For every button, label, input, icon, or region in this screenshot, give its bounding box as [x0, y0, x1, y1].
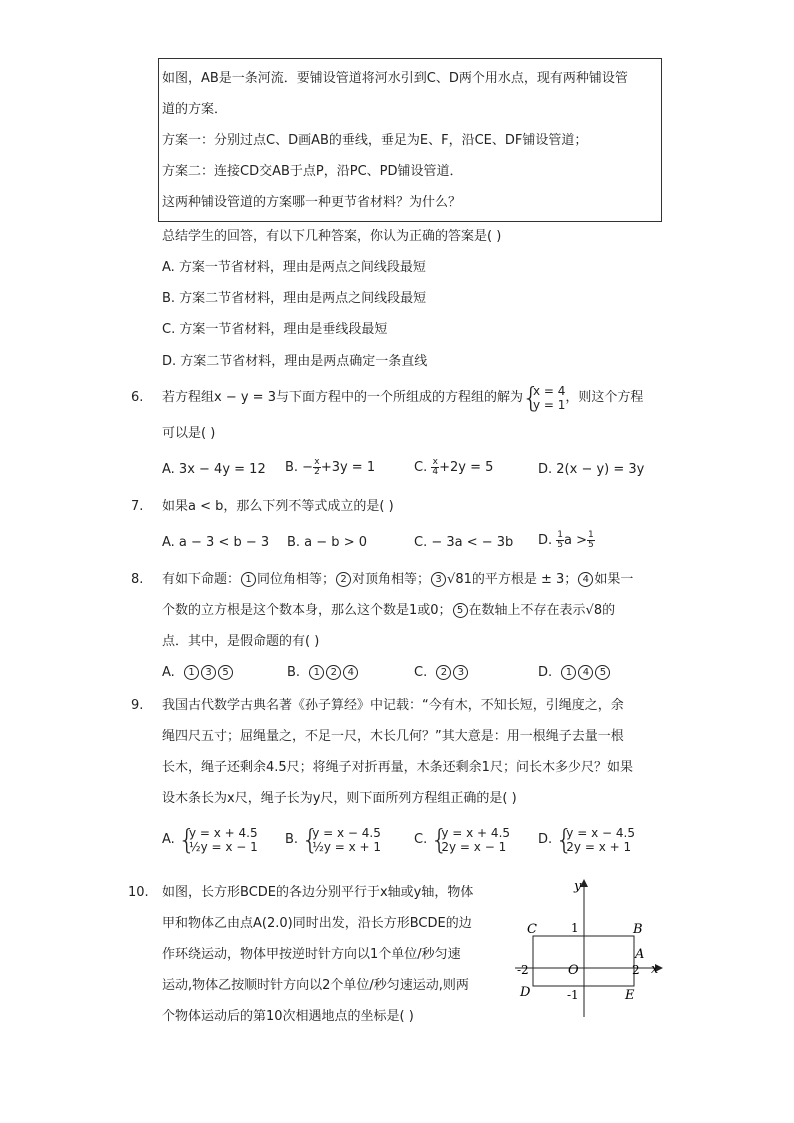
q6-option-a: A. 3x − 4y = 12: [162, 462, 266, 477]
q9-d-row-1: { y = x − 4.5: [566, 825, 635, 840]
q8-option-d: [538, 664, 611, 682]
q6-sol-y: y = 1: [532, 397, 566, 412]
x-axis-label: x: [651, 962, 659, 977]
q6-c-num: x: [432, 457, 438, 467]
q9-line-4: 设木条长为x尺，绳子长为y尺，则下面所列方程组正确的是( ): [162, 791, 517, 806]
q8-l1-e: 如果一: [594, 572, 634, 587]
q9-a-system: [179, 826, 258, 854]
q7-option-c: C. − 3a < − 3b: [414, 535, 514, 550]
q9-b-row-2: ½y = x + 1: [312, 839, 382, 854]
q6-sol-x: { x = 4: [532, 383, 566, 398]
q9-a-row-2: ½y = x − 1: [188, 839, 258, 854]
q9-option-d: [538, 822, 635, 858]
q8-option-b: [287, 664, 359, 682]
q7-option-d-pre: D.: [538, 533, 553, 548]
tick-label-2: 2: [632, 963, 640, 977]
q8-line-1: [162, 571, 633, 589]
box-line-1: 如图，AB是一条河流．要铺设管道将河水引到C、D两个用水点，现有两种铺设管: [162, 71, 628, 86]
point-b-label: B: [633, 922, 643, 937]
circled-number: 1: [309, 665, 324, 680]
q7-option-d-mid: a >: [564, 533, 588, 548]
q7-d-den-2: 5: [588, 540, 594, 550]
q6-option-c-frac: [431, 458, 439, 477]
q9-b-system: [302, 826, 381, 854]
q7-option-d: [538, 531, 595, 550]
q9-line-1: 我国古代数学古典名著《孙子算经》中记载：“今有木，不知长短，引绳度之，余: [162, 698, 624, 713]
q9-a-label: A.: [162, 832, 175, 847]
q9-c-label: C.: [414, 832, 428, 847]
q10-line-4: 运动,物体乙按顺时针方向以2个单位/秒匀速运动,则两: [162, 978, 469, 993]
q8-number: 8.: [131, 572, 144, 587]
q9-a-row-1: { y = x + 4.5: [188, 825, 258, 840]
q8-l2-b: 在数轴上不存在表示√8的: [468, 603, 616, 618]
q8-c-label: C.: [414, 665, 428, 680]
q7-d-den-1: 5: [557, 540, 564, 550]
q6-option-b: [285, 458, 375, 477]
q9-line-2: 绳四尺五寸；屈绳量之，不足一尺，木长几何？”其大意是：用一根绳子去量一根: [162, 729, 624, 744]
q6-c-den: 4: [432, 467, 439, 477]
q7-d-frac-2: [587, 531, 595, 550]
q6-stem-2: 可以是( ): [162, 426, 216, 441]
q6-option-b-pre: B. −: [285, 460, 314, 475]
q9-c-row-1: { y = x + 4.5: [441, 825, 511, 840]
point-a-label: A: [635, 947, 645, 962]
circled-number: 5: [453, 603, 468, 618]
circled-number: 1: [241, 572, 256, 587]
q10-line-5: 个物体运动后的第10次相遇地点的坐标是( ): [162, 1009, 414, 1024]
q8-l1-d: √81的平方根是 ± 3；: [447, 572, 578, 587]
q6-option-b-post: +3y = 1: [320, 460, 376, 475]
circled-number: 5: [595, 665, 610, 680]
tick-label-minus-1: -1: [567, 988, 579, 1002]
circled-number: 3: [453, 665, 468, 680]
circled-number: 1: [184, 665, 199, 680]
q6-option-b-frac: [313, 458, 321, 477]
q8-a-label: A.: [162, 665, 175, 680]
box-line-5: 这两种铺设管道的方案哪一种更节省材料？为什么？: [162, 195, 462, 210]
circled-number: 3: [431, 572, 446, 587]
q7-number: 7.: [131, 499, 144, 514]
q5-stem: 总结学生的回答，有以下几种答案，你认为正确的答案是( ): [162, 229, 502, 244]
circled-number: 5: [218, 665, 233, 680]
q8-l1-c: 对顶角相等；: [352, 572, 431, 587]
point-c-label: C: [527, 922, 537, 937]
q6-solution-system: [523, 384, 565, 412]
q10-line-2: 甲和物体乙由点A(2.0)同时出发，沿长方形BCDE的边: [162, 916, 472, 931]
q5-option-d: D. 方案二节省材料，理由是两点确定一条直线: [162, 354, 428, 369]
q9-option-a: [162, 822, 258, 858]
q6-stem-b: ，则这个方程: [565, 390, 644, 405]
origin-label: O: [568, 963, 579, 978]
circled-number: 1: [561, 665, 576, 680]
y-axis-label: y: [574, 879, 582, 894]
q7-d-num-1: 1: [557, 530, 564, 540]
q6-b-den: 2: [314, 467, 320, 477]
q5-option-b: B. 方案二节省材料，理由是两点之间线段最短: [162, 291, 427, 306]
q6-option-c-pre: C.: [414, 460, 428, 475]
q7-option-a: A. a − 3 < b − 3: [162, 535, 270, 550]
q9-option-c: [414, 822, 510, 858]
q9-d-system: [556, 826, 635, 854]
q6-option-d: D. 2(x − y) = 3y: [538, 462, 645, 477]
q8-l1-b: 同位角相等；: [257, 572, 336, 587]
q8-b-label: B.: [287, 665, 301, 680]
q7-stem: 如果a < b，那么下列不等式成立的是( ): [162, 499, 394, 514]
tick-label-minus-2: -2: [517, 963, 529, 977]
q10-line-1: 如图，长方形BCDE的各边分别平行于x轴或y轴，物体: [162, 885, 474, 900]
q8-d-label: D.: [538, 665, 553, 680]
q9-number: 9.: [131, 698, 144, 713]
tick-label-1: 1: [571, 921, 579, 935]
circled-number: 4: [578, 572, 593, 587]
q6-number: 6.: [131, 390, 144, 405]
q8-line-3: 点．其中，是假命题的有( ): [162, 634, 320, 649]
q6-option-c-post: +2y = 5: [439, 460, 494, 475]
circled-number: 2: [336, 572, 351, 587]
q9-line-3: 长木，绳子还剩余4.5尺；将绳子对折再量，木条还剩余1尺；问长木多少尺？如果: [162, 760, 633, 775]
q10-line-3: 作环绕运动，物体甲按逆时针方向以1个单位/秒匀速: [162, 947, 461, 962]
q9-c-system: [431, 826, 510, 854]
q7-option-b: B. a − b > 0: [287, 535, 367, 550]
q6-b-num: x: [314, 457, 320, 467]
q7-d-frac-1: [556, 531, 564, 550]
q8-option-a: [162, 664, 234, 682]
point-e-label: E: [625, 988, 635, 1003]
box-line-4: 方案二：连接CD交AB于点P，沿PC、PD铺设管道．: [162, 164, 463, 179]
q5-option-a: A. 方案一节省材料，理由是两点之间线段最短: [162, 260, 426, 275]
box-line-3: 方案一：分别过点C、D画AB的垂线，垂足为E、F，沿CE、DF铺设管道；: [162, 133, 588, 148]
q10-number: 10.: [128, 885, 149, 900]
q5-option-c: C. 方案一节省材料，理由是垂线段最短: [162, 322, 388, 337]
q9-option-b: [285, 822, 381, 858]
q9-b-row-1: { y = x − 4.5: [312, 825, 381, 840]
q8-l1-a: 有如下命题：: [162, 572, 241, 587]
circled-number: 4: [343, 665, 358, 680]
circled-number: 4: [578, 665, 593, 680]
q9-b-label: B.: [285, 832, 299, 847]
q9-d-row-2: 2y = x + 1: [566, 839, 632, 854]
circled-number: 2: [436, 665, 451, 680]
rectangle-coordinate-figure: [505, 875, 675, 1020]
circled-number: 2: [326, 665, 341, 680]
circled-number: 3: [201, 665, 216, 680]
q6-stem-a: 若方程组x − y = 3与下面方程中的一个所组成的方程组的解为: [162, 390, 523, 405]
q6-option-c: [414, 458, 493, 477]
box-line-2: 道的方案．: [162, 102, 228, 117]
q8-l2-a: 个数的立方根是这个数本身，那么这个数是1或0；: [162, 603, 452, 618]
q7-d-num-2: 1: [588, 530, 594, 540]
q9-d-label: D.: [538, 832, 553, 847]
q9-c-row-2: 2y = x − 1: [441, 839, 507, 854]
q6-stem: [162, 380, 643, 416]
q8-line-2: [162, 602, 615, 620]
q8-option-c: [414, 664, 469, 682]
point-d-label: D: [520, 985, 531, 1000]
